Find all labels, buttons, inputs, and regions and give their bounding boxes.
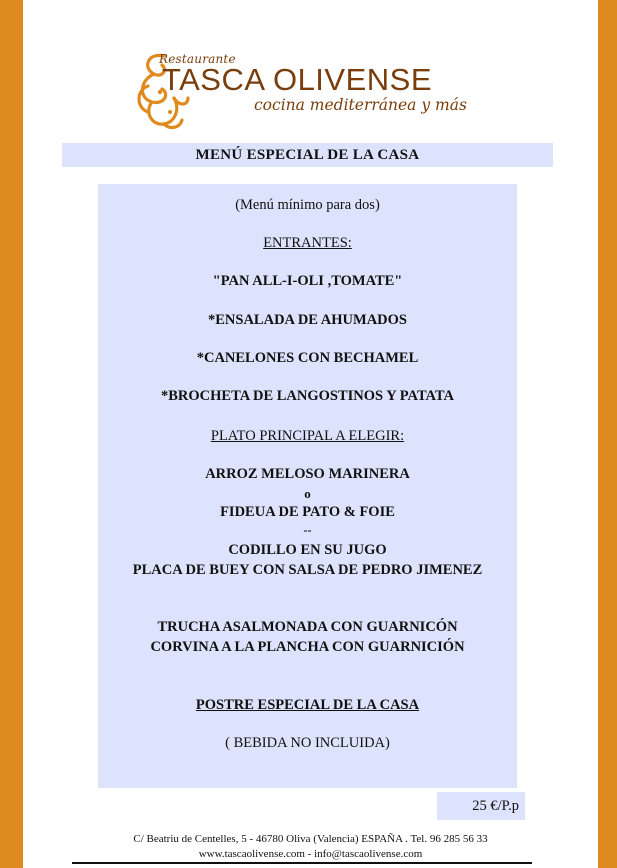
- main-course-separator: o: [304, 486, 311, 501]
- dessert-line: POSTRE ESPECIAL DE LA CASA: [195, 697, 420, 713]
- starter-item: *ENSALADA DE AHUMADOS: [208, 312, 407, 328]
- menu-note: (Menú mínimo para dos): [235, 197, 380, 213]
- main-course-item: CODILLO EN SU JUGO: [228, 542, 387, 558]
- main-course-item: CORVINA A LA PLANCHA CON GUARNICIÓN: [150, 639, 465, 655]
- main-course-item: FIDEUA DE PATO & FOIE: [220, 504, 395, 520]
- footer-divider: [72, 862, 532, 864]
- price-label: 25 €/P.p: [437, 792, 525, 820]
- main-course-item: PLACA DE BUEY CON SALSA DE PEDRO JIMENEZ: [132, 562, 483, 578]
- main-course-separator: --: [303, 523, 312, 537]
- main-course-item: TRUCHA ASALMONADA CON GUARNICÓN: [157, 619, 458, 635]
- starter-item: *BROCHETA DE LANGOSTINOS Y PATATA: [161, 388, 454, 404]
- restaurant-logo: [134, 46, 467, 136]
- left-accent-bar: [0, 0, 23, 868]
- menu-title-banner: MENÚ ESPECIAL DE LA CASA: [62, 143, 553, 167]
- logo-title: TASCA OLIVENSE: [162, 62, 433, 97]
- main-course-item: ARROZ MELOSO MARINERA: [205, 466, 410, 482]
- main-course-heading: PLATO PRINCIPAL A ELEGIR:: [210, 428, 405, 444]
- starter-item: "PAN ALL-I-OLI ,TOMATE": [212, 273, 403, 289]
- right-accent-bar: [598, 0, 617, 868]
- starter-item: *CANELONES CON BECHAMEL: [196, 350, 419, 366]
- logo-script-text: Restaurante: [159, 52, 236, 66]
- footer-contact: www.tascaolivense.com - info@tascaolivense.com: [198, 848, 423, 860]
- logo-subtitle: cocina mediterránea y más: [254, 96, 467, 114]
- menu-panel: [98, 184, 517, 788]
- footer-address: C/ Beatriu de Centelles, 5 - 46780 Oliva (Valencia) ESPAÑA . Tel. 96 285 56 33: [133, 833, 488, 845]
- starters-heading: ENTRANTES:: [263, 235, 352, 251]
- drinks-note: ( BEBIDA NO INCLUIDA): [225, 735, 390, 751]
